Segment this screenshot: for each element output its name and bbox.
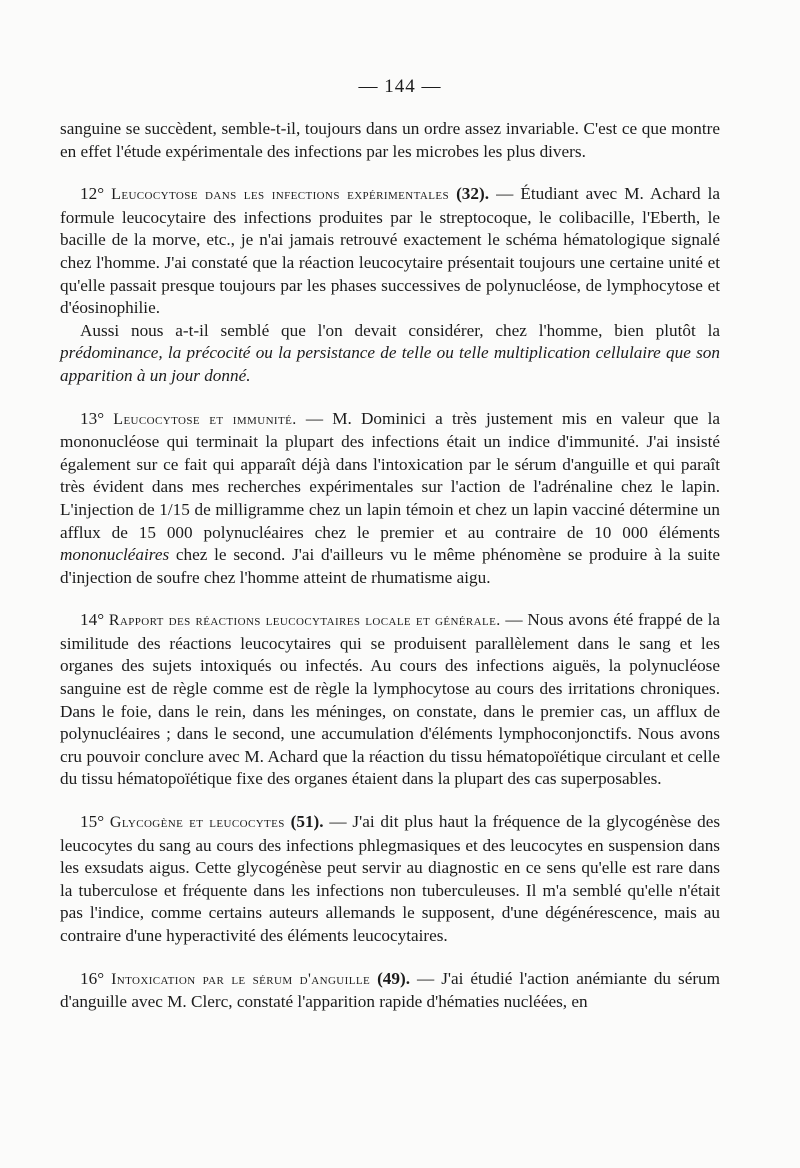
section-14 [60, 609, 720, 791]
section-body: — J'ai étudié l'action anémiante du sérum d'anguille avec M. Clerc, constaté l'apparition rapide d'hématies nucléées, en [60, 968, 721, 1012]
paragraph-12b [60, 320, 720, 388]
reference-number: (49). [377, 968, 411, 988]
section-12 [60, 183, 720, 320]
section-body: — M. Dominici a très justement mis en valeur que la mononucléose qui terminait la plupart des infections était un indice d'immunité. J'ai insisté également sur ce fait qui apparaît déjà dans l'intoxication par le sérum d'anguille et qui paraît très évident dans mes recherches expérimentales sur l'action de l'adrénaline chez le lapin. L'injection de 1/15 de milligramme chez un lapin témoin et chez un lapin vacciné détermine un afflux de 15 000 polynucléaires chez le premier et au contraire de 10 000 éléments [60, 408, 720, 542]
section-title: Rapport des réactions leucocytaires locale et générale. [108, 612, 501, 630]
reference-number: (51). [290, 812, 324, 832]
page-number: — 144 — [358, 76, 442, 97]
section-number: 12° [80, 184, 105, 204]
body-text [60, 118, 720, 1014]
section-body: — Nous avons été frappé de la similitude des réactions leucocytaires qui se produisent parallèlement dans le sang et les organes des sujets intoxiqués ou infectés. Au cours des infections aiguës, la polynucléose sanguine est de règle comme est de règle la lymphocytose au cours des irritations chroniques. Dans le foie, dans le rein, dans les méninges, on constate, dans le premier cas, un afflux de polynucléaires ; dans le second, une accumulation d'éléments lymphoconjonctifs. Nous avons cru pouvoir conclure avec M. Achard que la réaction du tissu hématopoïétique circulant et celle du tissu hématopoïétique fixe des organes étaient dans la plupart des cas superposables. [60, 610, 720, 789]
section-number: 14° [80, 610, 105, 630]
section-body: — J'ai dit plus haut la fréquence de la glycogénèse des leucocytes du sang au cours des infections phlegmasiques et des leucocytes en suspension dans les exsudats aigus. Cette glycogénèse peut servir au diagnostic en ce sens qu'elle est rare dans la tuberculose et fréquente dans les infections non tuberculeuses. Il m'a semblé qu'elle n'était pas l'indice, comme certains auteurs allemands le supposent, d'une dégénérescence, mais au contraire d'une hyperactivité des éléments leucocytaires. [60, 812, 721, 945]
section-number: 15° [80, 812, 105, 832]
italic-text: mononucléaires [60, 545, 170, 565]
paragraph-intro: sanguine se succèdent, semble-t-il, toujours dans un ordre assez invariable. C'est ce que montre en effet l'étude expérimentale des infections par les microbes les plus divers. [60, 119, 720, 161]
reference-number: (32). [456, 184, 489, 204]
section-15 [60, 811, 720, 948]
italic-text: prédominance, la précocité ou la persistance de telle ou telle multiplication cellulaire que son apparition à un jour donné. [60, 343, 720, 385]
section-number: 16° [80, 968, 105, 988]
section-title: Leucocytose dans les infections expérimentales [111, 186, 449, 204]
section-16 [60, 968, 720, 1014]
section-body-end: chez le second. J'ai d'ailleurs vu le même phénomène se produire à la suite d'injection de soufre chez l'homme atteint de rhumatisme aigu. [60, 545, 720, 587]
section-title: Intoxication par le sérum d'anguille [111, 970, 371, 988]
section-number: 13° [80, 408, 105, 428]
paragraph-text: Aussi nous a-t-il semblé que l'on devait considérer, chez l'homme, bien plutôt la [80, 320, 720, 340]
section-title: Glycogène et leucocytes [109, 814, 285, 832]
section-title: Leucocytose et immunité. [113, 410, 297, 428]
section-13 [60, 408, 720, 590]
section-body: — Étudiant avec M. Achard la formule leucocytaire des infections produites par le streptocoque, le colibacille, l'Eberth, le bacille de la morve, etc., je n'ai jamais retrouvé exactement le schéma hématologique signalé chez l'homme. J'ai constaté que la réaction leucocytaire présentait toujours une certaine unité et qu'elle passait presque toujours par les phases successives de polynucléose, de lymphocytose et d'éosinophilie. [60, 184, 721, 318]
